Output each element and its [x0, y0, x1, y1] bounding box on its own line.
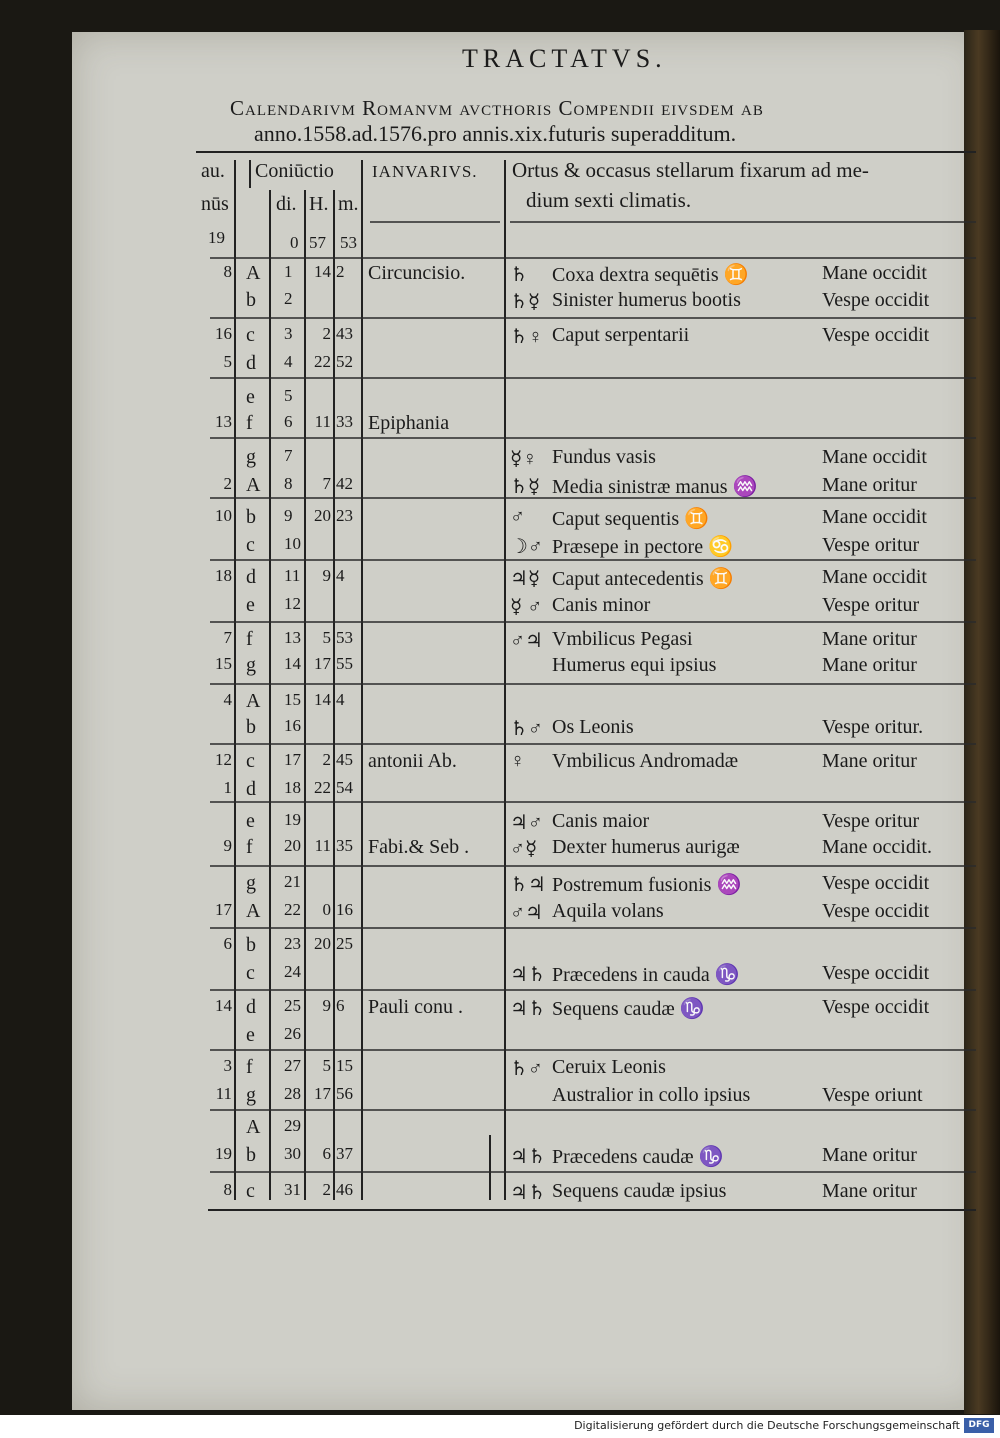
cell-star: Vmbilicus Andromadæ	[552, 750, 739, 772]
cell-planets: ♄☿	[510, 291, 541, 313]
cell-star: Fundus vasis	[552, 446, 656, 468]
cell-day: 17	[284, 750, 301, 769]
cell-letter: d	[246, 778, 256, 800]
header-month: IANVARIVS.	[372, 162, 478, 181]
cell-time: Vespe oritur	[822, 810, 920, 832]
cell-minuta: 45	[336, 750, 353, 769]
cell-star: Vmbilicus Pegasi	[552, 628, 693, 650]
cell-planets: ♃♂	[510, 812, 543, 834]
cell-letter: g	[246, 446, 256, 468]
cell-star: Sinister humerus bootis	[552, 289, 741, 311]
cell-minuta: 4	[336, 690, 345, 709]
cell-planets: ♂♃	[510, 630, 543, 652]
cell-aureus: 3	[223, 1056, 232, 1075]
cell-hora: 14	[314, 262, 331, 281]
cell-letter: c	[246, 324, 255, 346]
cell-letter: g	[246, 1084, 256, 1106]
cell-day: 10	[284, 534, 301, 553]
cell-letter: g	[246, 654, 256, 676]
cell-day: 6	[284, 412, 293, 431]
cell-minuta: 33	[336, 412, 353, 431]
cell-minuta: 37	[336, 1144, 353, 1163]
cell-star: Coxa dextra sequētis ♊	[552, 264, 749, 286]
cell-planets: ♄	[510, 264, 528, 286]
cell-day: 27	[284, 1056, 301, 1075]
cell-hora: 0	[322, 900, 331, 919]
cell-star: Aquila volans	[552, 900, 664, 922]
cell-star: Sequens caudæ ipsius	[552, 1180, 727, 1202]
cell-star: Media sinistræ manus ♒	[552, 476, 758, 498]
header-ortus-2: dium sexti climatis.	[526, 188, 692, 212]
cell-minuta: 23	[336, 506, 353, 525]
cell-minuta: 55	[336, 654, 353, 673]
cell-hora: 20	[314, 506, 331, 525]
cell-letter: c	[246, 962, 255, 984]
cell-time: Vespe oritur	[822, 534, 920, 556]
cell-day: 12	[284, 594, 301, 613]
cell-planets: ♄♂	[510, 1058, 543, 1080]
cell-hora: 5	[322, 1056, 331, 1075]
cell-day: 24	[284, 962, 301, 981]
cell-day: 26	[284, 1024, 301, 1043]
header-coniunctio: Coniūctio	[255, 160, 334, 182]
cell-hora: 5	[322, 628, 331, 647]
cell-letter: A	[246, 900, 261, 922]
cell-hora: 22	[314, 778, 331, 797]
cell-letter: A	[246, 690, 261, 712]
cell-planets: ♄☿	[510, 476, 541, 498]
cell-star: Præcedens in cauda ♑	[552, 964, 740, 986]
header-dies: di.	[276, 193, 297, 215]
cell-hora: 2	[322, 750, 331, 769]
cell-letter: A	[246, 262, 261, 284]
cell-minuta: 56	[336, 1084, 353, 1103]
cell-star: Canis minor	[552, 594, 651, 616]
cell-letter: g	[246, 872, 256, 894]
cell-planets: ☿♀	[510, 448, 538, 470]
cell-letter: d	[246, 566, 256, 588]
cell-hora: 11	[314, 412, 331, 431]
cell-star: Humerus equi ipsius	[552, 654, 717, 676]
cell-planets: ♃♄	[510, 964, 546, 986]
cell-aureus: 18	[215, 566, 232, 585]
footer-text: Digitalisierung gefördert durch die Deutsche Forschungsgemeinschaft	[574, 1419, 960, 1432]
cell-minuta: 25	[336, 934, 353, 953]
cell-day: 13	[284, 628, 301, 647]
cell-hora: 2	[322, 1180, 331, 1199]
top-row-dies: 0	[290, 233, 299, 252]
cell-star: Sequens caudæ ♑	[552, 998, 705, 1020]
cell-feast: Pauli conu .	[368, 996, 463, 1018]
running-head: TRACTATVS.	[462, 44, 667, 73]
cell-aureus: 19	[215, 1144, 232, 1163]
cell-day: 16	[284, 716, 301, 735]
header-aureus: au.	[201, 160, 225, 182]
cell-day: 1	[284, 262, 293, 281]
cell-hora: 11	[314, 836, 331, 855]
cell-letter: e	[246, 386, 255, 408]
cell-star: Australior in collo ipsius	[552, 1084, 751, 1106]
cell-day: 9	[284, 506, 293, 525]
footer-bar	[0, 1415, 1000, 1438]
cell-aureus: 5	[223, 352, 232, 371]
cell-day: 11	[284, 566, 301, 585]
cell-hora: 9	[322, 996, 331, 1015]
cell-time: Mane occidit.	[822, 836, 932, 858]
cell-feast: Fabi.& Seb .	[368, 836, 470, 858]
cell-day: 5	[284, 386, 293, 405]
cell-letter: f	[246, 1056, 253, 1078]
cell-hora: 17	[314, 1084, 331, 1103]
title-line-1: Calendarivm Romanvm avcthoris Compendii eivsdem ab	[230, 96, 764, 120]
cell-planets: ♀	[510, 750, 525, 772]
cell-day: 18	[284, 778, 301, 797]
cell-time: Vespe occidit	[822, 962, 930, 984]
cell-aureus: 8	[223, 1180, 232, 1199]
cell-hora: 20	[314, 934, 331, 953]
cell-minuta: 54	[336, 778, 353, 797]
cell-aureus: 13	[215, 412, 232, 431]
top-row-hora: 57	[309, 233, 326, 252]
header-ortus-1: Ortus & occasus stellarum fixarum ad me-	[512, 158, 869, 182]
cell-hora: 7	[322, 474, 331, 493]
cell-star: Caput sequentis ♊	[552, 508, 710, 530]
cell-day: 20	[284, 836, 301, 855]
cell-star: Præcedens caudæ ♑	[552, 1146, 724, 1168]
cell-hora: 2	[322, 324, 331, 343]
cell-day: 28	[284, 1084, 301, 1103]
cell-minuta: 4	[336, 566, 345, 585]
cell-day: 14	[284, 654, 301, 673]
cell-time: Vespe oritur	[822, 594, 920, 616]
cell-aureus: 11	[215, 1084, 232, 1103]
cell-day: 3	[284, 324, 293, 343]
cell-letter: A	[246, 474, 261, 496]
cell-star: Postremum fusionis ♒	[552, 874, 742, 896]
cell-letter: d	[246, 996, 256, 1018]
cell-planets: ♂	[510, 506, 525, 528]
cell-day: 15	[284, 690, 301, 709]
cell-minuta: 46	[336, 1180, 353, 1199]
cell-minuta: 2	[336, 262, 345, 281]
cell-time: Mane oritur	[822, 1180, 917, 1202]
cell-aureus: 2	[223, 474, 232, 493]
cell-aureus: 6	[223, 934, 232, 953]
cell-minuta: 43	[336, 324, 353, 343]
cell-planets: ♄♂	[510, 718, 543, 740]
cell-time: Mane occidit	[822, 506, 927, 528]
cell-feast: Circuncisio.	[368, 262, 466, 284]
cell-time: Vespe oritur.	[822, 716, 924, 738]
cell-letter: b	[246, 1144, 256, 1166]
cell-aureus: 1	[223, 778, 232, 797]
cell-planets: ♄♃	[510, 874, 546, 896]
cell-time: Mane occidit	[822, 446, 927, 468]
cell-letter: f	[246, 412, 253, 434]
cell-aureus: 8	[223, 262, 232, 281]
cell-aureus: 17	[215, 900, 232, 919]
cell-day: 30	[284, 1144, 301, 1163]
cell-minuta: 16	[336, 900, 353, 919]
cell-day: 21	[284, 872, 301, 891]
cell-time: Mane oritur	[822, 474, 917, 496]
top-row-minuta: 53	[340, 233, 357, 252]
cell-letter: A	[246, 1116, 261, 1138]
cell-aureus: 16	[215, 324, 232, 343]
cell-planets: ♃♄	[510, 998, 546, 1020]
cell-time: Vespe occidit	[822, 900, 930, 922]
cell-time: Vespe occidit	[822, 872, 930, 894]
top-row-aureus: 19	[208, 228, 225, 247]
cell-time: Mane oritur	[822, 750, 917, 772]
header-hora: H.	[309, 193, 329, 215]
cell-time: Mane occidit	[822, 262, 927, 284]
cell-day: 8	[284, 474, 293, 493]
cell-letter: b	[246, 934, 256, 956]
cell-minuta: 6	[336, 996, 345, 1015]
cell-planets: ♃♄	[510, 1182, 546, 1204]
cell-letter: b	[246, 506, 256, 528]
cell-letter: e	[246, 1024, 255, 1046]
cell-time: Mane oritur	[822, 1144, 917, 1166]
cell-hora: 17	[314, 654, 331, 673]
cell-planets: ♄♀	[510, 326, 543, 348]
dfg-logo: DFG	[964, 1418, 994, 1433]
cell-planets: ♃♄	[510, 1146, 546, 1168]
cell-star: Os Leonis	[552, 716, 634, 738]
cell-letter: e	[246, 594, 255, 616]
cell-planets: ☽♂	[510, 536, 543, 558]
cell-aureus: 15	[215, 654, 232, 673]
cell-time: Mane oritur	[822, 654, 917, 676]
cell-letter: b	[246, 289, 256, 311]
cell-hora: 9	[322, 566, 331, 585]
cell-aureus: 9	[223, 836, 232, 855]
cell-letter: d	[246, 352, 256, 374]
cell-letter: b	[246, 716, 256, 738]
cell-letter: e	[246, 810, 255, 832]
cell-letter: c	[246, 1180, 255, 1202]
cell-minuta: 35	[336, 836, 353, 855]
cell-planets: ♂♃	[510, 902, 543, 924]
cell-time: Vespe occidit	[822, 324, 930, 346]
cell-aureus: 12	[215, 750, 232, 769]
cell-hora: 14	[314, 690, 331, 709]
cell-letter: c	[246, 750, 255, 772]
header-minuta: m.	[338, 193, 359, 215]
cell-planets: ♂☿	[510, 838, 538, 860]
cell-planets: ♃☿	[510, 568, 541, 590]
cell-minuta: 15	[336, 1056, 353, 1075]
cell-star: Ceruix Leonis	[552, 1056, 666, 1078]
cell-day: 29	[284, 1116, 301, 1135]
cell-day: 25	[284, 996, 301, 1015]
cell-time: Vespe occidit	[822, 289, 930, 311]
cell-feast: Epiphania	[368, 412, 450, 434]
cell-aureus: 14	[215, 996, 232, 1015]
cell-letter: f	[246, 628, 253, 650]
cell-time: Vespe oriunt	[822, 1084, 923, 1106]
cell-letter: f	[246, 836, 253, 858]
cell-day: 19	[284, 810, 301, 829]
cell-minuta: 53	[336, 628, 353, 647]
cell-planets: ☿ ♂	[510, 596, 543, 618]
cell-star: Caput antecedentis ♊	[552, 568, 734, 590]
book-spine	[964, 30, 1000, 1414]
cell-day: 22	[284, 900, 301, 919]
cell-day: 23	[284, 934, 301, 953]
cell-day: 7	[284, 446, 293, 465]
cell-minuta: 42	[336, 474, 353, 493]
cell-minuta: 52	[336, 352, 353, 371]
cell-time: Mane occidit	[822, 566, 927, 588]
cell-aureus: 4	[223, 690, 232, 709]
title-line-2: anno.1558.ad.1576.pro annis.xix.futuris superadditum.	[254, 121, 737, 146]
cell-day: 2	[284, 289, 293, 308]
cell-star: Dexter humerus aurigæ	[552, 836, 740, 858]
cell-day: 31	[284, 1180, 301, 1199]
cell-day: 4	[284, 352, 293, 371]
cell-star: Præsepe in pectore ♋	[552, 536, 733, 558]
cell-star: Caput serpentarii	[552, 324, 690, 346]
cell-hora: 6	[322, 1144, 331, 1163]
cell-time: Vespe occidit	[822, 996, 930, 1018]
cell-star: Canis maior	[552, 810, 650, 832]
cell-letter: c	[246, 534, 255, 556]
cell-aureus: 10	[215, 506, 232, 525]
cell-time: Mane oritur	[822, 628, 917, 650]
header-aureus-2: nūs	[201, 193, 229, 215]
cell-feast: antonii Ab.	[368, 750, 457, 772]
cell-hora: 22	[314, 352, 331, 371]
cell-aureus: 7	[223, 628, 232, 647]
